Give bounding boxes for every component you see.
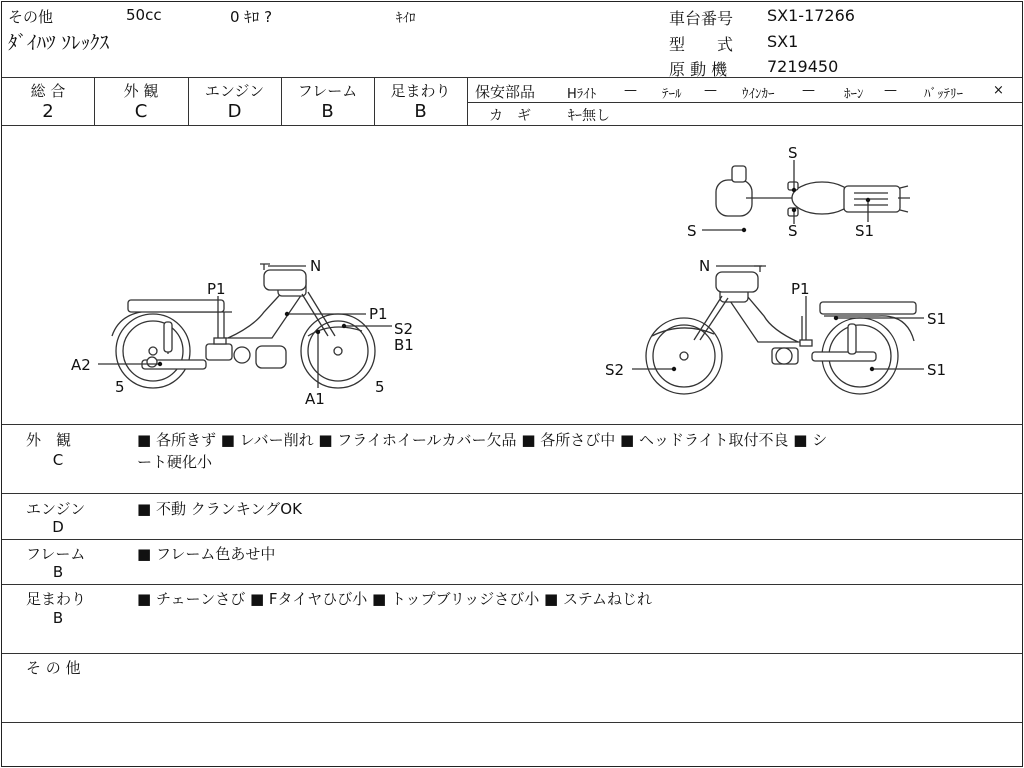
diagram-label: S — [788, 144, 798, 162]
safety-tail-value: — — [704, 83, 717, 98]
divider — [2, 77, 1022, 78]
safety-battery-value: × — [993, 83, 1004, 98]
grade-label-frame: フレーム — [297, 82, 358, 100]
bike-top-view — [702, 160, 910, 232]
grade-value-frame: B — [321, 101, 334, 122]
model-name: ﾀﾞｲﾊﾂ ｿﾚｯｸｽ — [8, 32, 110, 54]
diagram-label: 5 — [115, 378, 125, 396]
note-grade-frame: B — [52, 563, 64, 581]
safety-tail-label: ﾃｰﾙ — [662, 87, 682, 102]
diagram-label: S1 — [927, 361, 947, 379]
engine-no-label: 原 動 機 — [669, 60, 728, 79]
frame-no-value: SX1-17266 — [767, 6, 855, 25]
note-text-engine: ■ 不動 クランキングOK — [137, 500, 302, 518]
note-grade-suspension: B — [52, 609, 64, 627]
note-text-suspension: ■ チェーンさび ■ Fタイヤひび小 ■ トップブリッジさび小 ■ ステムねじれ — [137, 590, 652, 608]
diagram-label: S1 — [927, 310, 947, 328]
divider — [2, 722, 1022, 723]
grade-value-overall: 2 — [42, 101, 54, 122]
diagram-label: S — [687, 222, 697, 240]
safety-headlight-label: Hﾗｲﾄ — [567, 87, 597, 102]
note-grade-engine: D — [52, 518, 64, 536]
bike-left-side — [98, 264, 392, 388]
diagram-label: S — [788, 222, 798, 240]
displacement: 50cc — [126, 6, 162, 24]
safety-horn-label: ﾎｰﾝ — [844, 87, 864, 102]
inspection-sheet — [1, 1, 1023, 767]
diagram-label: 5 — [375, 378, 385, 396]
note-label-other: そ の 他 — [26, 659, 81, 677]
divider — [2, 424, 1022, 425]
divider — [467, 102, 1022, 103]
divider — [2, 584, 1022, 585]
note-label-frame: フレーム — [26, 545, 86, 563]
damage-diagram — [2, 126, 1022, 424]
diagram-label: N — [310, 257, 322, 275]
note-text-frame: ■ フレーム色あせ中 — [137, 545, 276, 563]
note-label-exterior: 外 観 — [26, 431, 72, 449]
diagram-label: B1 — [394, 336, 414, 354]
diagram-label: N — [699, 257, 711, 275]
divider — [2, 539, 1022, 540]
safety-winker-label: ｳｲﾝｶｰ — [742, 87, 775, 102]
engine-no-value: 7219450 — [767, 57, 839, 76]
diagram-label: A2 — [71, 356, 91, 374]
mileage-unit: ｷｲﾛ — [396, 11, 416, 26]
diagram-label: P1 — [369, 305, 388, 323]
diagram-label: S1 — [855, 222, 875, 240]
note-text-exterior: ■ 各所きず ■ レバー削れ ■ フライホイールカバー欠品 ■ 各所さび中 ■ ヘッドライト取付不良 ■ シ — [137, 431, 828, 449]
safety-title: 保安部品 — [475, 83, 536, 101]
diagram-label: S2 — [394, 320, 414, 338]
diagram-label: S2 — [605, 361, 625, 379]
grade-value-suspension: B — [414, 101, 427, 122]
diagram-label: P1 — [791, 280, 810, 298]
divider — [467, 77, 468, 125]
frame-no-label: 車台番号 — [669, 9, 734, 28]
grade-value-engine: D — [227, 101, 242, 122]
type-value: SX1 — [767, 32, 799, 51]
safety-horn-value: — — [884, 83, 897, 98]
divider — [2, 653, 1022, 654]
diagram-label: A1 — [305, 390, 325, 408]
key-value: ｷｰ無し — [568, 108, 610, 124]
mileage: 0 ｷﾛ ? — [230, 8, 273, 26]
bike-right-side — [632, 266, 924, 394]
safety-headlight-value: — — [624, 83, 637, 98]
note-text-exterior-cont: ート硬化小 — [137, 453, 213, 471]
diagram-label: P1 — [207, 280, 226, 298]
safety-battery-label: ﾊﾞｯﾃﾘｰ — [924, 87, 963, 102]
safety-winker-value: — — [802, 83, 815, 98]
grade-value-exterior: C — [134, 101, 148, 122]
type-label: 型 式 — [669, 35, 734, 54]
category: その他 — [8, 8, 54, 26]
grade-label-suspension: 足まわり — [390, 82, 451, 100]
key-label: カ ギ — [489, 108, 531, 124]
grade-label-engine: エンジン — [204, 82, 265, 100]
note-label-suspension: 足まわり — [26, 590, 87, 608]
grade-label-overall: 総 合 — [30, 82, 66, 100]
note-label-engine: エンジン — [26, 500, 86, 518]
note-grade-exterior: C — [52, 451, 64, 469]
grade-label-exterior: 外 観 — [123, 82, 159, 100]
divider — [2, 493, 1022, 494]
